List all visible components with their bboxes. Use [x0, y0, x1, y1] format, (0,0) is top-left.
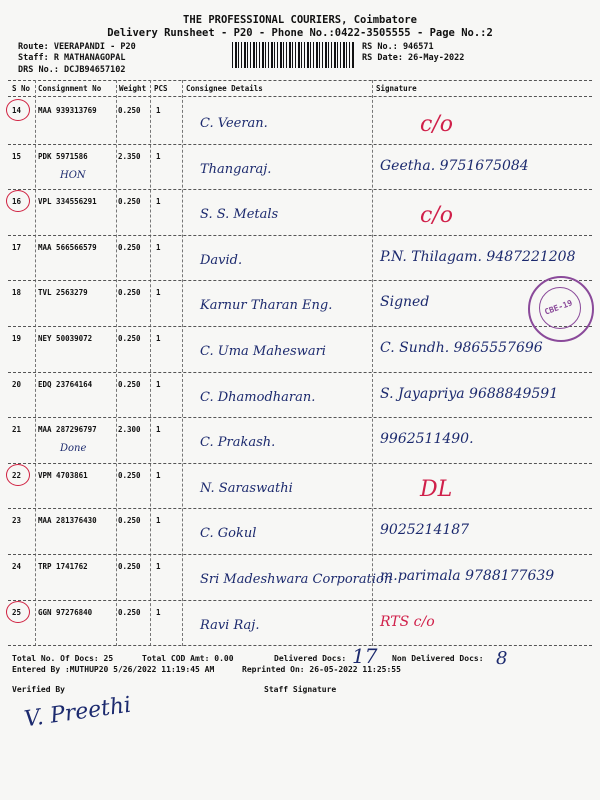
row-pcs: 1 [156, 151, 161, 161]
delivered-docs-label: Delivered Docs: [274, 654, 347, 663]
row-weight: 2.300 [118, 425, 141, 435]
non-delivered-docs-label: Non Delivered Docs: [392, 654, 484, 663]
table-row [0, 237, 600, 283]
row-sno: 16 [12, 197, 22, 207]
row-signature: c/o [420, 112, 453, 137]
table-row [0, 374, 600, 420]
row-pcs: 1 [156, 562, 161, 571]
row-signature: C. Sundh. 9865557696 [380, 340, 543, 356]
delivered-docs-count: 17 [352, 644, 378, 668]
row-consignment-no: VPL 334556291 [38, 197, 97, 207]
row-divider [8, 600, 592, 601]
table-row [0, 510, 600, 556]
row-consignment-no: TVL 2563279 [38, 288, 88, 298]
row-sno-circle-mark [6, 464, 30, 486]
runsheet-subtitle: Delivery Runsheet - P20 - Phone No.:0422-3505555 - Page No.:2 [107, 27, 493, 39]
row-sno: 25 [12, 607, 22, 617]
row-sno-circle-mark [6, 601, 30, 623]
row-weight: 0.250 [118, 470, 141, 480]
row-signature: c/o [420, 203, 453, 229]
row-weight: 0.250 [118, 607, 141, 617]
row-sno: 21 [12, 425, 22, 435]
rs-date: RS Date: 26-May-2022 [362, 53, 465, 63]
row-sno: 17 [12, 242, 22, 252]
col-header-consignment: Consignment No [38, 84, 102, 93]
stamp-label: CBE-19 [543, 298, 574, 317]
row-sno-circle-mark [6, 99, 30, 121]
row-consignee-name: Thangaraj. [200, 161, 272, 177]
row-consignment-no: VPM 4703861 [38, 470, 88, 480]
row-signature: S. Jayapriya 9688849591 [380, 385, 559, 402]
row-consignee-name: Ravi Raj. [200, 617, 260, 633]
row-consignee-name: S. S. Metals [200, 207, 279, 223]
row-divider [8, 463, 592, 464]
row-pcs: 1 [156, 425, 161, 435]
row-pcs: 1 [156, 106, 161, 115]
row-sno: 24 [12, 562, 22, 571]
staff-signature-label: Staff Signature [264, 685, 337, 694]
row-signature: 9025214187 [380, 522, 470, 539]
table-row [0, 556, 600, 602]
row-pcs: 1 [156, 242, 161, 252]
row-consignment-no: EDQ 23764164 [38, 379, 93, 389]
entered-by: Entered By :MUTHUP20 5/26/2022 11:19:45 AM [12, 665, 215, 674]
row-weight: 0.250 [118, 288, 141, 298]
table-top-rule [8, 80, 592, 81]
row-pcs: 1 [156, 470, 161, 480]
row-consignee-name: David. [200, 252, 243, 268]
row-divider [8, 235, 592, 236]
verified-by-label: Verified By [12, 685, 65, 694]
row-sno: 15 [12, 151, 22, 161]
row-divider [8, 645, 592, 646]
row-note: Done [60, 443, 87, 455]
header-rule [8, 96, 592, 97]
table-row [0, 100, 600, 146]
row-consignment-no: MAA 281376430 [38, 516, 97, 526]
row-sno: 23 [12, 516, 22, 526]
row-consignment-no: MAA 287296797 [38, 425, 97, 435]
row-signature: DL [420, 476, 453, 502]
row-pcs: 1 [156, 288, 161, 298]
row-consignment-no: MAA 939313769 [38, 106, 97, 115]
row-sno: 20 [12, 379, 22, 389]
row-signature: P.N. Thilagam. 9487221208 [380, 248, 576, 265]
rs-number: RS No.: 946571 [362, 42, 434, 52]
non-delivered-docs-count: 8 [496, 648, 508, 669]
table-row [0, 419, 600, 465]
row-consignee-name: C. Uma Maheswari [200, 344, 326, 359]
row-pcs: 1 [156, 516, 161, 526]
row-sno: 19 [12, 334, 22, 343]
row-divider [8, 189, 592, 190]
row-sno: 22 [12, 470, 22, 480]
row-sno: 14 [12, 106, 22, 115]
reprinted-on: Reprinted On: 26-05-2022 11:25:55 [242, 665, 401, 674]
row-consignee-name: C. Dhamodharan. [200, 389, 316, 405]
row-divider [8, 280, 592, 281]
row-note: HON [60, 169, 86, 181]
col-header-sno: S No [12, 84, 31, 93]
row-weight: 0.250 [118, 562, 141, 571]
company-title: THE PROFESSIONAL COURIERS, Coimbatore [183, 14, 417, 26]
row-sno: 18 [12, 288, 22, 298]
row-consignee-name: Sri Madeshwara Corporation [200, 572, 393, 587]
verifier-signature: V. Preethi [22, 692, 133, 733]
row-divider [8, 372, 592, 373]
col-header-signature: Signature [376, 84, 417, 93]
row-sno-circle-mark [6, 190, 30, 212]
row-consignee-name: Karnur Tharan Eng. [200, 298, 333, 314]
row-signature: RTS c/o [380, 613, 435, 630]
row-signature: Signed [380, 294, 430, 311]
row-pcs: 1 [156, 334, 161, 343]
row-consignment-no: TRP 1741762 [38, 562, 88, 571]
row-consignment-no: GGN 97276840 [38, 607, 93, 617]
total-docs: Total No. Of Docs: 25 [12, 654, 114, 663]
table-row [0, 328, 600, 374]
row-divider [8, 417, 592, 418]
row-signature: Geetha. 9751675084 [380, 157, 529, 174]
row-weight: 0.250 [118, 334, 141, 343]
row-consignment-no: MAA 566566579 [38, 242, 97, 252]
col-header-consignee: Consignee Details [186, 84, 263, 93]
row-pcs: 1 [156, 379, 161, 389]
row-consignee-name: C. Prakash. [200, 435, 276, 451]
col-header-pcs: PCS [154, 84, 168, 93]
route-label: Route: VEERAPANDI - P20 [18, 42, 136, 52]
row-divider [8, 326, 592, 327]
table-row [0, 282, 600, 328]
table-row [0, 465, 600, 511]
col-header-weight: Weight [119, 84, 147, 93]
row-weight: 0.250 [118, 197, 141, 207]
total-cod: Total COD Amt: 0.00 [142, 654, 234, 663]
row-signature: m.parimala 9788177639 [380, 568, 555, 584]
table-row [0, 191, 600, 237]
row-consignee-name: N. Saraswathi [200, 480, 293, 496]
barcode [232, 42, 354, 68]
row-weight: 0.250 [118, 242, 141, 252]
row-divider [8, 144, 592, 145]
row-weight: 0.250 [118, 516, 141, 526]
row-weight: 0.250 [118, 106, 141, 115]
staff-label: Staff: R MATHANAGOPAL [18, 53, 126, 63]
row-pcs: 1 [156, 197, 161, 207]
row-consignee-name: C. Gokul [200, 526, 257, 542]
row-signature: 9962511490. [380, 431, 474, 448]
drs-number: DRS No.: DCJB94657102 [18, 65, 126, 75]
row-divider [8, 554, 592, 555]
row-consignment-no: PDK 5971586 [38, 151, 88, 161]
row-consignee-name: C. Veeran. [200, 116, 268, 131]
row-weight: 0.250 [118, 379, 141, 389]
row-pcs: 1 [156, 607, 161, 617]
row-consignment-no: NEY 50039072 [38, 334, 93, 343]
row-divider [8, 508, 592, 509]
table-row [0, 146, 600, 192]
row-weight: 2.350 [118, 151, 141, 161]
table-row [0, 602, 600, 648]
